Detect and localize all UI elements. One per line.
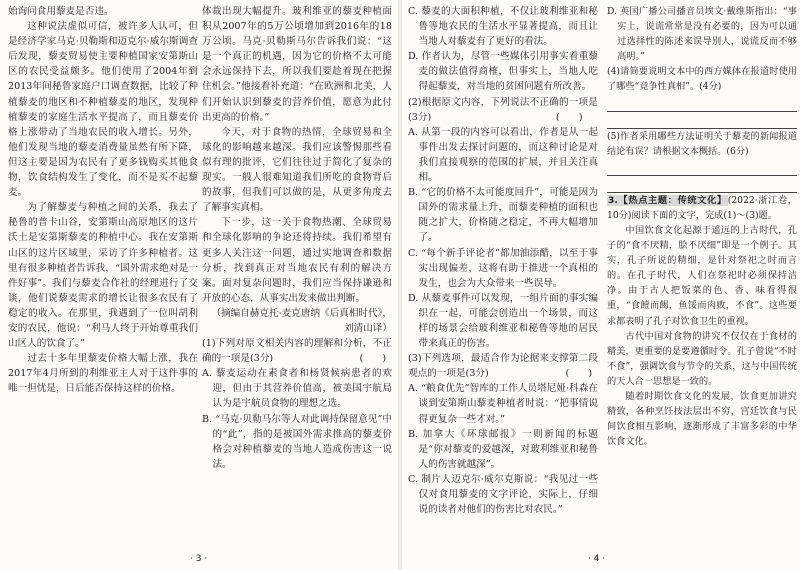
text-paragraph xyxy=(202,215,392,306)
paragraph-text: D. 作者认为，尽管一些媒体引用事实着重藜麦的做法值得商榷，但事实上，当地人吃得起藜麦，对当地的贫困问题有所改善。 xyxy=(408,51,598,93)
paragraph-text: B. “马克·贝勒马尔等人对此调持保留意见”中的“此”，指的是被国外需求推高的藜麦价格会对种植藜麦的当地人造成伤害这一说法。 xyxy=(202,413,392,470)
answer-option xyxy=(408,49,598,94)
paragraph-text: A. 藜麦运动在素食者和杨贤候病患者的欢迎，但由于其营养价值高，被美国宇航局认为是宇航员食物的理想之选。 xyxy=(202,368,392,410)
left-page-column-1 xyxy=(8,4,198,396)
answer-option xyxy=(202,366,392,411)
answer-option xyxy=(408,427,598,472)
question-stem xyxy=(408,351,598,381)
paragraph-text: (2022·浙江卷，10分)阅读下面的文字，完成(1)～(3)题。 xyxy=(607,194,797,221)
paragraph-text: 随着时期饮食文化的发展，饮食更加讲究精致，各种烹饪技法层出不穷，宫廷饮食与民间饮食相互影响，逐渐形成了丰富多彩的中华饮食文化。 xyxy=(607,390,797,448)
paragraph-text: B. “它的价格不太可能度回升”，可能是因为国外的需求量上升，而藜麦种植的面积也随之扩大，价格随之稳定，不再大幅增加了。 xyxy=(408,187,598,244)
answer-line[interactable] xyxy=(607,114,797,129)
text-paragraph xyxy=(8,351,198,396)
question-stem xyxy=(408,95,598,125)
right-page-column-1 xyxy=(408,4,598,517)
answer-option xyxy=(408,185,598,245)
answer-option xyxy=(408,381,598,426)
paragraph-text: B. 加拿大《环球邮报》一则新闻的标题是“你对藜麦的爱越深，对玻利维亚和秘鲁人的伤害就越深”。 xyxy=(408,428,598,470)
paragraph-text: (3)下列选项，最适合作为论据来支撑第二段观点的一项是(3分) ( ) xyxy=(408,353,598,380)
answer-line[interactable] xyxy=(607,161,797,176)
text-paragraph xyxy=(8,200,198,351)
paragraph-text: (5)作者采用哪些方法证明关于藜麦的新闻报道结论有误？请根据文本概括。(6分) xyxy=(607,130,797,157)
paragraph-text: (4)请简要说明文本中的西方媒体在报道时使用了哪些“竞争性真相”。(4分) xyxy=(607,66,797,93)
answer-option xyxy=(202,412,392,472)
paragraph-text: A. 从第一段的内容可以看出，作者是从一起事件出发去探讨问题的，而这种讨论是对我们直接观察的范围的扩展，并且关注真相。 xyxy=(408,126,598,184)
answer-line[interactable] xyxy=(607,97,797,112)
answer-option xyxy=(408,4,598,49)
text-paragraph xyxy=(202,125,392,216)
answer-option xyxy=(408,125,598,185)
question-stem xyxy=(607,64,797,94)
paragraph-text: 这种说法虚似可信，被许多人认可，但是经济学家马克·贝勒斯和迈克尔·威尔斯调查后发现，藜麦贸易使主要种植国家安第斯山区的农民受益颇多。他们使用了2004年到2013年间秘鲁家庭户口调查数据，比较了种植藜麦的地区和不种植藜麦的地区，发现种植藜麦的家庭生活水平提高了，而且藜麦价格上涨带动了当地农民的收入增长。另外，他们发现当地的藜麦消费量虽然有所下降，但这主要是因为农民有了更多钱购买其他食物，饮食结构发生了变化，而不是买不起藜麦。 xyxy=(8,21,198,199)
question-stem xyxy=(202,336,392,366)
paragraph-text: A. “粮食优先”智库的工作人员塔尼娅·科森在谈到安第斯山藜麦种植者时说：“把事情说得更复杂一些才对。” xyxy=(408,383,598,425)
paragraph-text: D. 英国广播公司播音员埃文·戴维斯指出：“事实上，说谎常常是没有必要的，因为可以通过选择性的陈述来误导别人，说谎反而不够高明。” xyxy=(607,6,797,63)
paragraph-text: 为了解藜麦与种植之间的关系，我去了秘鲁的普卡山谷，安第斯山高原地区的这片沃土是安第斯藜麦的种植中心。我在安第斯山区的这片区域里，采访了许多种植者。这里有很多种植者告诉我，“国外需求绝对是一件好事”。我们与藜麦合作社的经理进行了交谈，他们说藜麦需求的增长让很多农民有了稳定的收入。在那里，我遇到了一位叫胡利安的农民，他说：“利马人终于开始尊重我们山区人的饮食了。” xyxy=(8,202,198,350)
paragraph-text: D. 从藜麦事件可以发现，一组片面的事实编织在一起，可能会创造出一个场景，而这样的场景会给玻利维亚和秘鲁等地的居民带来真正的伤害。 xyxy=(408,292,598,350)
question-stem xyxy=(607,193,797,223)
paragraph-text: 体裁出现大幅提升。玻利维亚的藜麦种植面积从2007年的5万公顷增加到2016年的18万公顷。马克·贝勒斯马尔告诉我们说：“这是一个真正的机遇，因为它的价格不太可能会永远保持下去，所以我们要趁着现在把握住机会。”他接着补充道：“在欧洲和北美，人们开始认识到藜麦的营养价值，愿意为此付出更高的价格。” xyxy=(202,6,392,123)
text-paragraph xyxy=(202,306,392,336)
paragraph-text: C. “每个新手评论者”都加油添醋，以至于事实出现偏差，这将有助于推进一个真相的发生，也会为大众带来一些误导。 xyxy=(408,247,598,289)
paragraph-text: 今天，对于食物的热情，全球贸易和全球化的影响越来越深。我们应该警惕那些看似有理的批评，它们往往过于简化了复杂的现实。一般人很难知道我们所吃的食物背后的故事，但我们可以做的是，从更多角度去了解事实真相。 xyxy=(202,126,392,214)
text-paragraph xyxy=(607,389,797,449)
left-page-column-2 xyxy=(202,4,392,472)
paragraph-text: 古代中国对食物的讲究不仅仅在于食材的精美，更重要的是要遵循时令。孔子曾说“不时不食”，强调饮食与节令的关系，这与中国传统的天人合一思想是一致的。 xyxy=(607,330,797,387)
paragraph-text: 下一步，这一关于食物热潮、全球贸易和全球化影响的争论还将持续。我们希望有更多人关注这一问题，通过实地调查和数据分析，找到真正对当地农民有利的解决方案。面对复杂问题时，我们应当保持谦逊和开放的心态，从事实出发来做出判断。 xyxy=(202,217,392,304)
page-number-right: · 4 · xyxy=(588,554,606,564)
paragraph-text: (2)根据原文内容，下列说法不正确的一项是(3分) ( ) xyxy=(408,96,598,123)
answer-option xyxy=(408,472,598,517)
paragraph-text: C. 制片人迈克尔·威尔克斯说：“我见过一些仅对食用藜麦的文字评论，实际上，仔细说的读者对他们的伤害比对农民。” xyxy=(408,473,598,516)
answer-option xyxy=(408,291,598,351)
text-paragraph xyxy=(607,329,797,389)
answer-option xyxy=(607,4,797,64)
answer-line[interactable] xyxy=(607,178,797,193)
left-page xyxy=(0,0,398,570)
paragraph-text: （摘编自赫克托·麦克唐纳《后真相时代》，刘清山译） xyxy=(211,307,392,334)
topic-tag: 3.【热点主题：传统文化】 xyxy=(608,194,727,206)
answer-option xyxy=(408,246,598,291)
question-stem xyxy=(607,129,797,159)
text-paragraph xyxy=(8,4,198,19)
paragraph-text: (1)下列对原文相关内容的理解和分析，不正确的一项是(3分) ( ) xyxy=(202,338,392,365)
paragraph-text: C. 藜麦的大面积种植，不仅让玻利维亚和秘鲁等地农民的生活水平显著提高，而且让当地人对藜麦有了更好的看法。 xyxy=(408,6,598,48)
page-number-left: · 3 · xyxy=(190,554,208,564)
text-paragraph xyxy=(8,19,198,200)
paragraph-text: 始询问食用藜麦是否违。 xyxy=(8,6,114,17)
right-page-column-2 xyxy=(607,4,797,449)
text-paragraph xyxy=(607,223,797,329)
text-paragraph xyxy=(202,4,392,125)
right-page xyxy=(402,0,800,570)
paragraph-text: 中国饮食文化起源于遥远的上古时代，孔子的“食不厌精，脍不厌细”即是一个例子。其实，孔子所说的精细，是针对祭祀之时而言的。在孔子时代，人们在祭祀时必须保持洁净。由于古人把饭菜的色、香、味看得很重，“食饐而餲，鱼馁而肉败，不食”。这些要求都表明了孔子对饮食卫生的重视。 xyxy=(607,224,797,327)
paragraph-text: 过去十多年里藜麦价格大幅上涨，我在2017年4月所到的利维亚主人对于这件事的唯一担忧是，日后能否保持这样的价格。 xyxy=(8,353,198,395)
